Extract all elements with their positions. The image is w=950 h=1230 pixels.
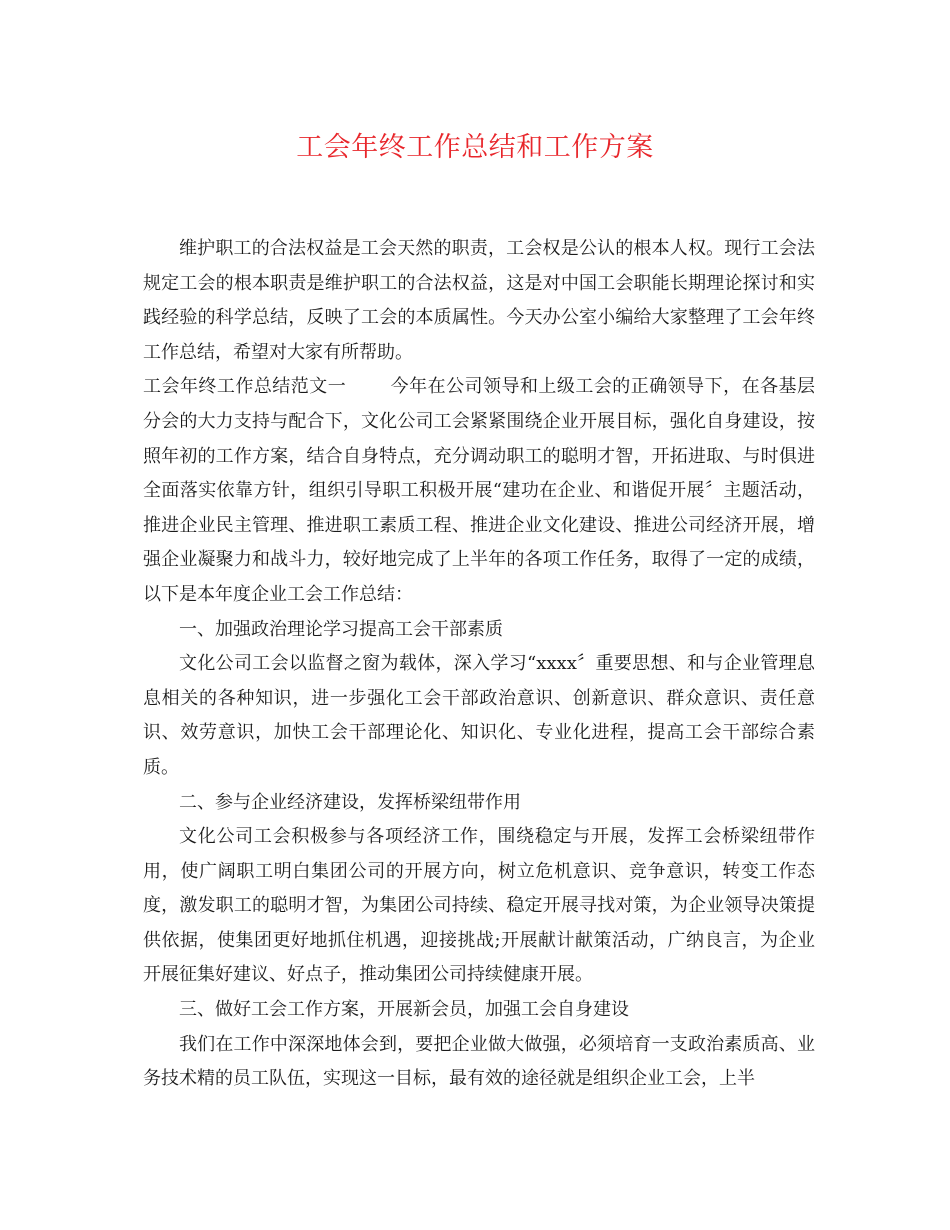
section-paragraph: 文化公司工会以监督之窗为载体，深入学习“xxxx〞重要思想、和与企业管理息息相关的各种知识，进一步强化工会干部政治意识、创新意识、群众意识、责任意识、效劳意识，加快工会干部理论化、知识化、专业化进程，提高工会干部综合素质。 (143, 653, 815, 778)
section-heading: 三、做好工会工作方案，开展新会员，加强工会自身建设 (179, 999, 629, 1021)
section-paragraph: 文化公司工会积极参与各项经济工作，围绕稳定与开展，发挥工会桥梁纽带作用，使广阔职工明白集团公司的开展方向，树立危机意识、竞争意识，转变工作态度，激发职工的聪明才智，为集团公司持续、稳定开展寻找对策，为企业领导决策提供依据，使集团更好地抓住机遇，迎接挑战;开展献计献策活动，广纳良言，为企业开展征集好建议、好点子，推动集团公司持续健康开展。 (143, 826, 815, 986)
document-body (143, 232, 815, 1097)
section-paragraph: 我们在工作中深深地体会到，要把企业做大做强，必须培育一支政治素质高、业务技术精的员工队伍，实现这一目标，最有效的途径就是组织企业工会，上半 (143, 1033, 815, 1090)
sample-paragraph (143, 370, 815, 612)
sample-heading: 工会年终工作总结范文一 (143, 376, 347, 398)
section-heading: 二、参与企业经济建设，发挥桥梁纽带作用 (179, 791, 521, 813)
intro-paragraph: 维护职工的合法权益是工会天然的职责，工会权是公认的根本人权。现行工会法规定工会的根本职责是维护职工的合法权益，这是对中国工会职能长期理论探讨和实践经验的科学总结，反映了工会的本质属性。今天办公室小编给大家整理了工会年终工作总结，希望对大家有所帮助。 (143, 238, 815, 363)
section-heading: 一、加强政治理论学习提高工会干部素质 (179, 618, 503, 640)
document-title: 工会年终工作总结和工作方案 (296, 132, 654, 163)
sample-text: 今年在公司领导和上级工会的正确领导下，在各基层分会的大力支持与配合下，文化公司工会紧紧围绕企业开展目标，强化自身建设，按照年初的工作方案，结合自身特点，充分调动职工的聪明才智，开拓进取、与时俱进全面落实依靠方针，组织引导职工积极开展“建功在企业、和谐促开展〞主题活动，推进企业民主管理、推进职工素质工程、推进企业文化建设、推进公司经济开展，增强企业凝聚力和战斗力，较好地完成了上半年的各项工作任务，取得了一定的成绩，以下是本年度企业工会工作总结： (143, 376, 816, 605)
